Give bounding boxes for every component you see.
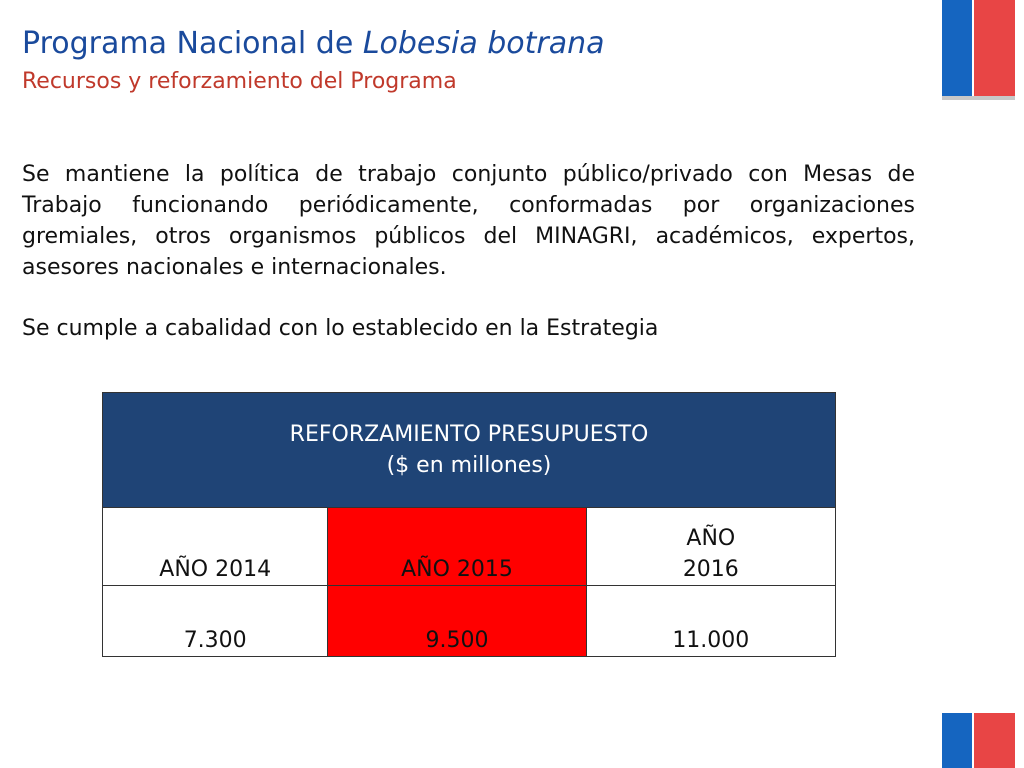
slide-title bbox=[22, 26, 605, 62]
budget-table bbox=[102, 392, 836, 657]
slide-subtitle: Recursos y reforzamiento del Programa bbox=[22, 69, 457, 94]
year-2014-cell: AÑO 2014 bbox=[103, 508, 328, 586]
table-row-values bbox=[103, 586, 836, 657]
table-row-years bbox=[103, 508, 836, 586]
budget-table-title: REFORZAMIENTO PRESUPUESTO bbox=[289, 422, 649, 447]
flag-blue-stripe bbox=[942, 713, 972, 768]
flag-logo-bottom bbox=[942, 713, 1015, 768]
value-2014-cell: 7.300 bbox=[103, 586, 328, 657]
title-prefix: Programa Nacional de bbox=[22, 26, 363, 61]
flag-red-stripe bbox=[974, 713, 1015, 768]
value-2015-cell: 9.500 bbox=[328, 586, 586, 657]
flag-blue-stripe bbox=[942, 0, 972, 96]
body-paragraph-strategy: Se cumple a cabalidad con lo establecido en la Estrategia bbox=[22, 316, 659, 341]
year-2015-cell: AÑO 2015 bbox=[328, 508, 586, 586]
year-2016-number: 2016 bbox=[682, 557, 739, 582]
year-2016-cell bbox=[586, 508, 835, 586]
flag-red-stripe bbox=[974, 0, 1015, 96]
body-paragraph-policy: Se mantiene la política de trabajo conjunto público/privado con Mesas de Trabajo funcionando periódicamente, conformadas por organizaciones gremiales, otros organismos públicos del MINAGRI, académicos, expertos, asesores nacionales e internacionales. bbox=[22, 162, 915, 280]
year-2016-label: AÑO bbox=[686, 526, 736, 551]
budget-table-header bbox=[103, 393, 836, 508]
budget-table-unit: ($ en millones) bbox=[386, 453, 552, 478]
flag-shadow bbox=[942, 96, 1015, 100]
value-2016-cell: 11.000 bbox=[586, 586, 835, 657]
title-species: Lobesia botrana bbox=[362, 26, 605, 61]
flag-logo-top bbox=[942, 0, 1015, 96]
